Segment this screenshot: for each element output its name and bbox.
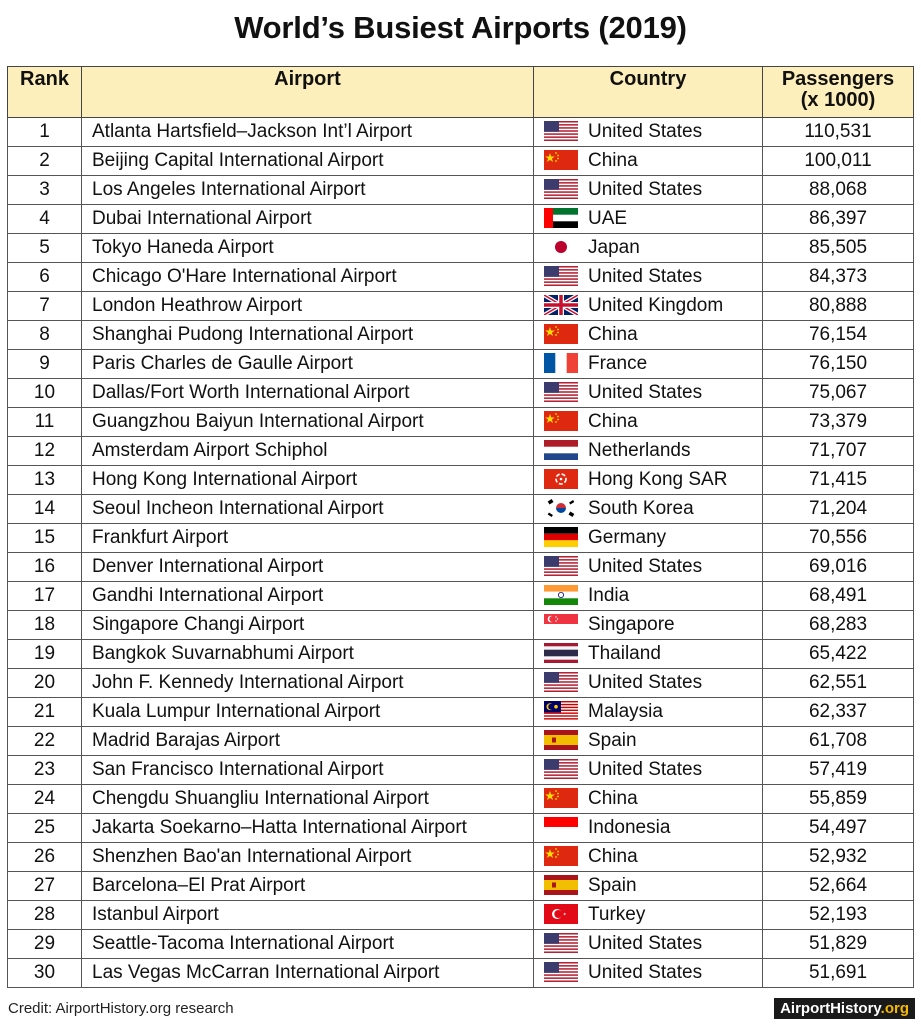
- kr-flag-icon: [544, 498, 578, 518]
- country-cell: [534, 669, 763, 698]
- country-cell: [534, 292, 763, 321]
- country-name: United States: [588, 382, 703, 403]
- country-name: United States: [588, 121, 703, 142]
- country-name: Turkey: [588, 904, 646, 925]
- table-row: [8, 669, 914, 698]
- airport-cell: Frankfurt Airport: [82, 524, 534, 553]
- us-flag-icon: [544, 759, 578, 779]
- country-cell: [534, 901, 763, 930]
- tr-flag-icon: [544, 904, 578, 924]
- country-name: France: [588, 353, 648, 374]
- airport-cell: Los Angeles International Airport: [82, 176, 534, 205]
- country-cell: [534, 263, 763, 292]
- gb-flag-icon: [544, 295, 578, 315]
- table-row: [8, 147, 914, 176]
- fr-flag-icon: [544, 353, 578, 373]
- airport-cell: London Heathrow Airport: [82, 292, 534, 321]
- rank-cell: 21: [8, 698, 82, 727]
- passengers-cell: 71,707: [763, 437, 914, 466]
- country-cell: [534, 205, 763, 234]
- header-passengers: [763, 67, 914, 118]
- rank-cell: 5: [8, 234, 82, 263]
- table-row: [8, 553, 914, 582]
- us-flag-icon: [544, 179, 578, 199]
- table-row: [8, 524, 914, 553]
- airport-cell: Istanbul Airport: [82, 901, 534, 930]
- table-row: [8, 582, 914, 611]
- cn-flag-icon: [544, 411, 578, 431]
- passengers-cell: 51,691: [763, 959, 914, 988]
- cn-flag-icon: [544, 846, 578, 866]
- table-row: [8, 118, 914, 147]
- rank-cell: 27: [8, 872, 82, 901]
- rank-cell: 14: [8, 495, 82, 524]
- passengers-cell: 84,373: [763, 263, 914, 292]
- country-name: Malaysia: [588, 701, 663, 722]
- airport-cell: Shanghai Pudong International Airport: [82, 321, 534, 350]
- brand-logo: [774, 998, 915, 1019]
- table-row: [8, 234, 914, 263]
- table-row: [8, 756, 914, 785]
- table-row: [8, 466, 914, 495]
- airport-cell: Gandhi International Airport: [82, 582, 534, 611]
- airport-cell: Chicago O'Hare International Airport: [82, 263, 534, 292]
- country-name: UAE: [588, 208, 628, 229]
- us-flag-icon: [544, 266, 578, 286]
- country-name: United States: [588, 179, 703, 200]
- table-row: [8, 727, 914, 756]
- passengers-cell: 52,193: [763, 901, 914, 930]
- country-name: India: [588, 585, 630, 606]
- country-cell: [534, 640, 763, 669]
- rank-cell: 9: [8, 350, 82, 379]
- jp-flag-icon: [544, 237, 578, 257]
- table-row: [8, 408, 914, 437]
- country-cell: [534, 118, 763, 147]
- es-flag-icon: [544, 730, 578, 750]
- passengers-cell: 69,016: [763, 553, 914, 582]
- cn-flag-icon: [544, 324, 578, 344]
- table-row: [8, 292, 914, 321]
- airport-cell: Paris Charles de Gaulle Airport: [82, 350, 534, 379]
- passengers-cell: 51,829: [763, 930, 914, 959]
- country-name: United States: [588, 672, 703, 693]
- country-name: United States: [588, 962, 703, 983]
- rank-cell: 18: [8, 611, 82, 640]
- rank-cell: 28: [8, 901, 82, 930]
- nl-flag-icon: [544, 440, 578, 460]
- rank-cell: 12: [8, 437, 82, 466]
- rank-cell: 22: [8, 727, 82, 756]
- us-flag-icon: [544, 121, 578, 141]
- country-name: United States: [588, 556, 703, 577]
- rank-cell: 10: [8, 379, 82, 408]
- airport-cell: Barcelona–El Prat Airport: [82, 872, 534, 901]
- airport-cell: Bangkok Suvarnabhumi Airport: [82, 640, 534, 669]
- cn-flag-icon: [544, 788, 578, 808]
- airport-cell: Tokyo Haneda Airport: [82, 234, 534, 263]
- airport-cell: Kuala Lumpur International Airport: [82, 698, 534, 727]
- country-cell: [534, 930, 763, 959]
- passengers-cell: 85,505: [763, 234, 914, 263]
- passengers-cell: 62,337: [763, 698, 914, 727]
- rank-cell: 30: [8, 959, 82, 988]
- us-flag-icon: [544, 933, 578, 953]
- rank-cell: 8: [8, 321, 82, 350]
- passengers-cell: 80,888: [763, 292, 914, 321]
- country-name: China: [588, 150, 638, 171]
- table-body: [8, 118, 914, 988]
- cn-flag-icon: [544, 150, 578, 170]
- us-flag-icon: [544, 382, 578, 402]
- passengers-cell: 55,859: [763, 785, 914, 814]
- rank-cell: 25: [8, 814, 82, 843]
- table-row: [8, 872, 914, 901]
- header-passengers-line1: Passengers: [781, 68, 895, 90]
- country-cell: [534, 727, 763, 756]
- country-cell: [534, 234, 763, 263]
- country-cell: [534, 843, 763, 872]
- rank-cell: 4: [8, 205, 82, 234]
- rank-cell: 15: [8, 524, 82, 553]
- country-cell: [534, 147, 763, 176]
- rank-cell: 6: [8, 263, 82, 292]
- airport-cell: Seattle-Tacoma International Airport: [82, 930, 534, 959]
- table-row: [8, 698, 914, 727]
- us-flag-icon: [544, 962, 578, 982]
- passengers-cell: 73,379: [763, 408, 914, 437]
- country-name: Singapore: [588, 614, 675, 635]
- airport-cell: Amsterdam Airport Schiphol: [82, 437, 534, 466]
- airport-cell: Madrid Barajas Airport: [82, 727, 534, 756]
- country-cell: [534, 553, 763, 582]
- airport-cell: Jakarta Soekarno–Hatta International Airport: [82, 814, 534, 843]
- table-row: [8, 843, 914, 872]
- hk-flag-icon: [544, 469, 578, 489]
- rank-cell: 7: [8, 292, 82, 321]
- page-title: World’s Busiest Airports (2019): [234, 10, 687, 45]
- rank-cell: 13: [8, 466, 82, 495]
- brand-main: AirportHistory: [780, 1000, 881, 1017]
- country-name: China: [588, 411, 638, 432]
- airport-cell: Dubai International Airport: [82, 205, 534, 234]
- table-row: [8, 785, 914, 814]
- airport-cell: Chengdu Shuangliu International Airport: [82, 785, 534, 814]
- passengers-cell: 52,664: [763, 872, 914, 901]
- brand-suffix: .org: [880, 1000, 909, 1017]
- rank-cell: 26: [8, 843, 82, 872]
- header-airport: Airport: [82, 67, 534, 118]
- country-name: China: [588, 324, 638, 345]
- airport-cell: Singapore Changi Airport: [82, 611, 534, 640]
- country-cell: [534, 582, 763, 611]
- airport-cell: Beijing Capital International Airport: [82, 147, 534, 176]
- airport-cell: Seoul Incheon International Airport: [82, 495, 534, 524]
- airports-table: [7, 66, 914, 988]
- country-name: Spain: [588, 730, 637, 751]
- id-flag-icon: [544, 817, 578, 837]
- table-row: [8, 959, 914, 988]
- table-row: [8, 176, 914, 205]
- table-row: [8, 901, 914, 930]
- table-row: [8, 611, 914, 640]
- airport-cell: Las Vegas McCarran International Airport: [82, 959, 534, 988]
- airport-cell: John F. Kennedy International Airport: [82, 669, 534, 698]
- airport-cell: Dallas/Fort Worth International Airport: [82, 379, 534, 408]
- de-flag-icon: [544, 527, 578, 547]
- passengers-cell: 70,556: [763, 524, 914, 553]
- country-cell: [534, 611, 763, 640]
- passengers-cell: 68,491: [763, 582, 914, 611]
- country-cell: [534, 495, 763, 524]
- country-name: United States: [588, 759, 703, 780]
- rank-cell: 16: [8, 553, 82, 582]
- country-cell: [534, 466, 763, 495]
- airport-cell: Shenzhen Bao'an International Airport: [82, 843, 534, 872]
- us-flag-icon: [544, 672, 578, 692]
- country-name: South Korea: [588, 498, 694, 519]
- country-name: Thailand: [588, 643, 661, 664]
- country-name: Hong Kong SAR: [588, 469, 728, 490]
- table-row: [8, 379, 914, 408]
- table-row: [8, 437, 914, 466]
- airport-cell: Denver International Airport: [82, 553, 534, 582]
- country-cell: [534, 408, 763, 437]
- country-name: China: [588, 846, 638, 867]
- in-flag-icon: [544, 585, 578, 605]
- country-cell: [534, 959, 763, 988]
- table-row: [8, 814, 914, 843]
- rank-cell: 24: [8, 785, 82, 814]
- table-header: [8, 67, 914, 118]
- airport-cell: San Francisco International Airport: [82, 756, 534, 785]
- rank-cell: 1: [8, 118, 82, 147]
- rank-cell: 3: [8, 176, 82, 205]
- th-flag-icon: [544, 643, 578, 663]
- country-cell: [534, 379, 763, 408]
- country-cell: [534, 872, 763, 901]
- country-name: Japan: [588, 237, 640, 258]
- country-name: United States: [588, 933, 703, 954]
- country-cell: [534, 321, 763, 350]
- passengers-cell: 61,708: [763, 727, 914, 756]
- country-cell: [534, 756, 763, 785]
- rank-cell: 17: [8, 582, 82, 611]
- passengers-cell: 54,497: [763, 814, 914, 843]
- country-name: Netherlands: [588, 440, 691, 461]
- passengers-cell: 71,415: [763, 466, 914, 495]
- rank-cell: 23: [8, 756, 82, 785]
- table-row: [8, 321, 914, 350]
- rank-cell: 19: [8, 640, 82, 669]
- country-cell: [534, 524, 763, 553]
- header-passengers-line2: (x 1000): [800, 89, 876, 111]
- header-country: Country: [534, 67, 763, 118]
- table-row: [8, 205, 914, 234]
- passengers-cell: 76,150: [763, 350, 914, 379]
- passengers-cell: 100,011: [763, 147, 914, 176]
- country-cell: [534, 437, 763, 466]
- country-cell: [534, 350, 763, 379]
- country-name: United Kingdom: [588, 295, 724, 316]
- credit-text: Credit: AirportHistory.org research: [8, 1000, 234, 1017]
- passengers-cell: 110,531: [763, 118, 914, 147]
- passengers-cell: 88,068: [763, 176, 914, 205]
- country-cell: [534, 176, 763, 205]
- rank-cell: 29: [8, 930, 82, 959]
- es-flag-icon: [544, 875, 578, 895]
- country-name: United States: [588, 266, 703, 287]
- table-row: [8, 640, 914, 669]
- rank-cell: 20: [8, 669, 82, 698]
- passengers-cell: 62,551: [763, 669, 914, 698]
- rank-cell: 2: [8, 147, 82, 176]
- rank-cell: 11: [8, 408, 82, 437]
- country-name: Indonesia: [588, 817, 671, 838]
- airport-cell: Atlanta Hartsfield–Jackson Int’l Airport: [82, 118, 534, 147]
- passengers-cell: 57,419: [763, 756, 914, 785]
- airport-cell: Hong Kong International Airport: [82, 466, 534, 495]
- passengers-cell: 68,283: [763, 611, 914, 640]
- country-cell: [534, 698, 763, 727]
- passengers-cell: 86,397: [763, 205, 914, 234]
- country-name: Spain: [588, 875, 637, 896]
- passengers-cell: 71,204: [763, 495, 914, 524]
- country-name: Germany: [588, 527, 667, 548]
- table-row: [8, 263, 914, 292]
- header-rank: Rank: [8, 67, 82, 118]
- passengers-cell: 76,154: [763, 321, 914, 350]
- my-flag-icon: [544, 701, 578, 721]
- country-cell: [534, 785, 763, 814]
- passengers-cell: 65,422: [763, 640, 914, 669]
- table-row: [8, 350, 914, 379]
- airport-cell: Guangzhou Baiyun International Airport: [82, 408, 534, 437]
- ae-flag-icon: [544, 208, 578, 228]
- table-row: [8, 495, 914, 524]
- us-flag-icon: [544, 556, 578, 576]
- passengers-cell: 75,067: [763, 379, 914, 408]
- table-row: [8, 930, 914, 959]
- country-name: China: [588, 788, 638, 809]
- country-cell: [534, 814, 763, 843]
- passengers-cell: 52,932: [763, 843, 914, 872]
- sg-flag-icon: [544, 614, 578, 634]
